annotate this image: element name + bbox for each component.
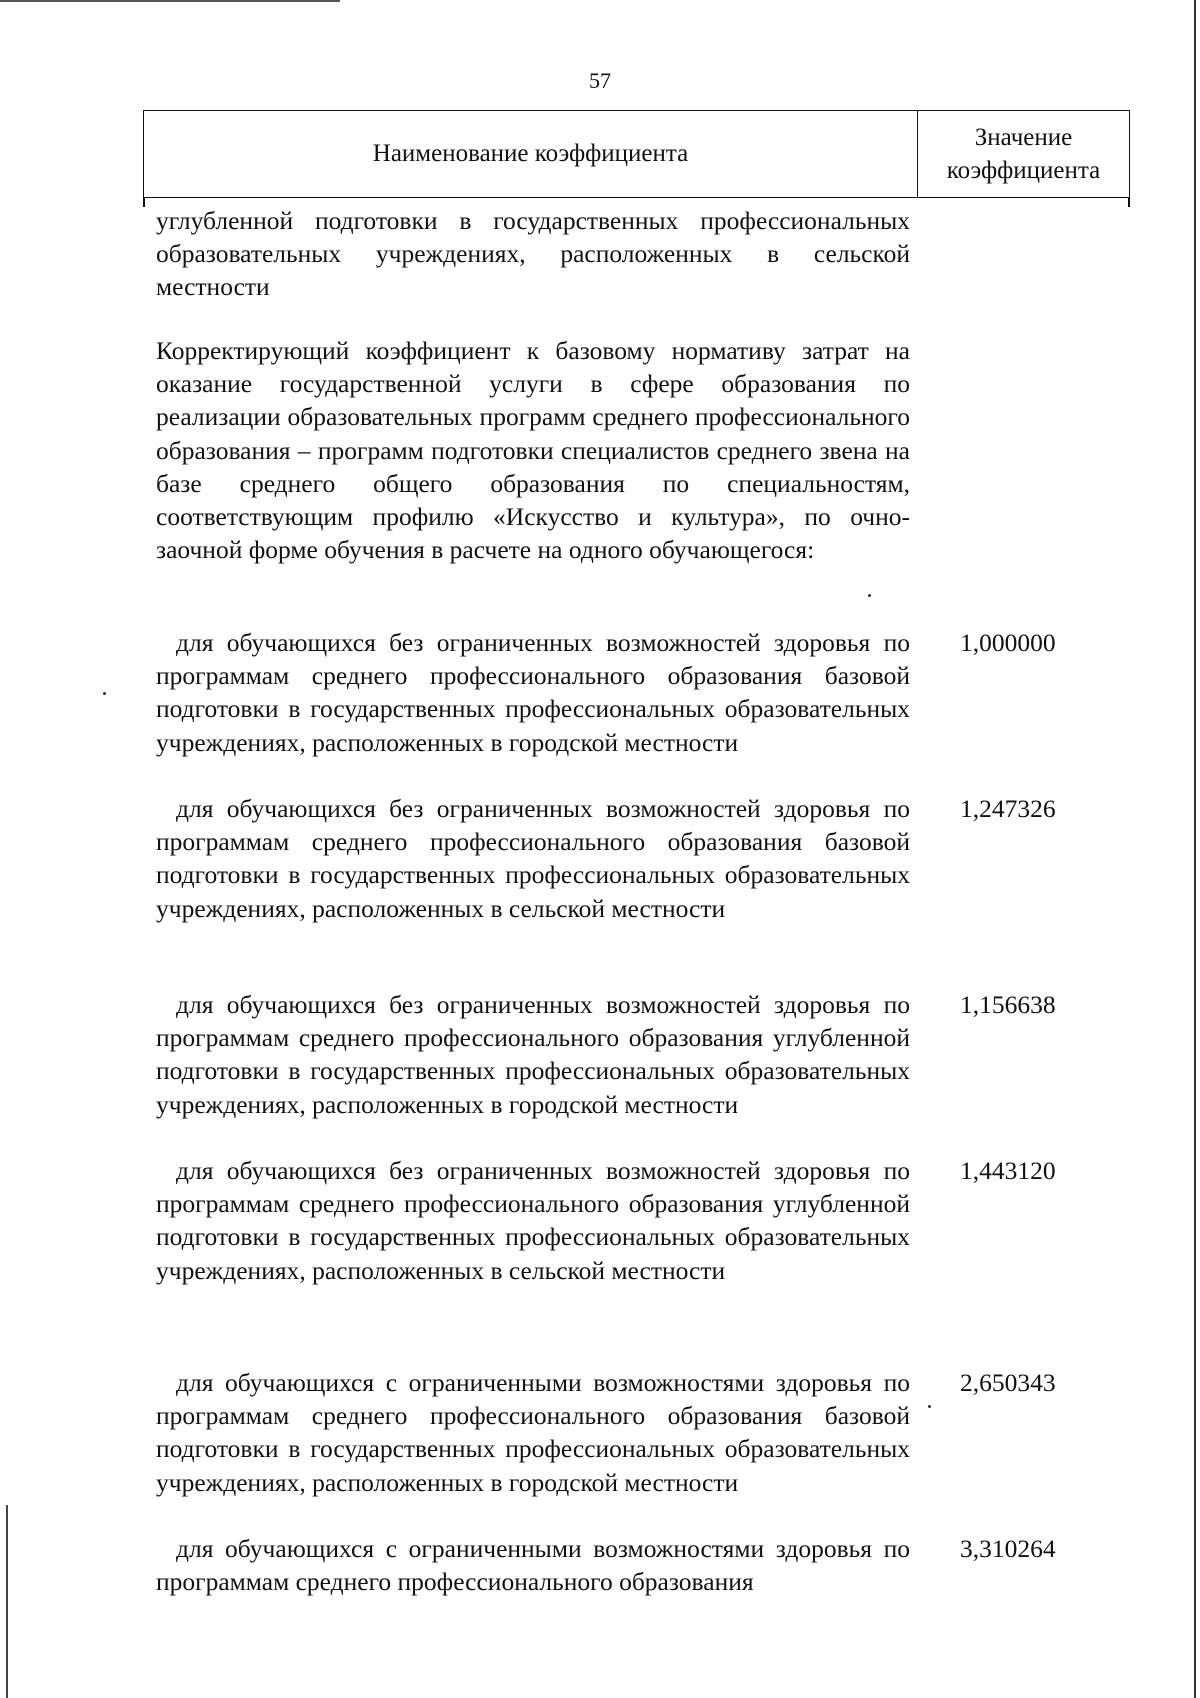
coefficient-row-value: 1,156638	[960, 990, 1056, 1019]
continuation-text: углубленной подготовки в государственных профессиональных образовательных учреждениях, расположенных в сельской местности	[156, 206, 910, 302]
coefficient-row-text: для обучающихся без ограниченных возможностей здоровья по программам среднего профессионального образования углубленной подготовки в государственных профессиональных образовательных учреждениях, расположенных в городской местности	[156, 990, 910, 1119]
coefficient-row-text: для обучающихся с ограниченными возможностями здоровья по программам среднего профессионального образования	[156, 1534, 910, 1597]
coefficient-row-value: 1,000000	[960, 628, 1056, 657]
section-heading: Корректирующий коэффициент к базовому нормативу затрат на оказание государственной услуги в сфере образования по реализации образовательных программ среднего профессионального образования – программ подготовки специалистов среднего звена на базе среднего общего образования по специальностям, соответствующим профилю «Искусство и культура», по очно-заочной форме обучения в расчете на одного обучающегося:	[156, 336, 910, 565]
coefficient-row-value: 3,310264	[960, 1534, 1056, 1563]
coefficient-row-value: 1,443120	[960, 1156, 1056, 1185]
scan-edge-top	[0, 0, 340, 2]
coefficient-row-value: 2,650343	[960, 1368, 1056, 1397]
coefficient-row-value: 1,247326	[960, 794, 1056, 823]
scan-speck	[103, 692, 106, 695]
scan-speck	[868, 594, 871, 597]
header-value-column: Значение коэффициента	[946, 124, 1101, 184]
table-border-left	[143, 197, 145, 207]
header-name-column: Наименование коэффициента	[144, 111, 918, 197]
coefficient-row-text: для обучающихся без ограниченных возможностей здоровья по программам среднего профессионального образования базовой подготовки в государственных профессиональных образовательных учреждениях, расположенных в сельской местности	[156, 794, 910, 923]
coefficient-row-text: для обучающихся без ограниченных возможностей здоровья по программам среднего профессионального образования углубленной подготовки в государственных профессиональных образовательных учреждениях, расположенных в сельской местности	[156, 1156, 910, 1285]
scan-speck	[928, 1405, 931, 1408]
scan-edge-right	[1194, 0, 1196, 1698]
table-header	[143, 110, 1130, 198]
page-number: 57	[589, 68, 611, 93]
table-border-right	[1128, 197, 1130, 207]
coefficient-row-text: для обучающихся без ограниченных возможностей здоровья по программам среднего профессионального образования базовой подготовки в государственных профессиональных образовательных учреждениях, расположенных в городской местности	[156, 628, 910, 757]
coefficient-row-text: для обучающихся с ограниченными возможностями здоровья по программам среднего профессионального образования базовой подготовки в государственных профессиональных образовательных учреждениях, расположенных в городской местности	[156, 1368, 910, 1497]
scan-edge-left	[6, 1505, 8, 1698]
